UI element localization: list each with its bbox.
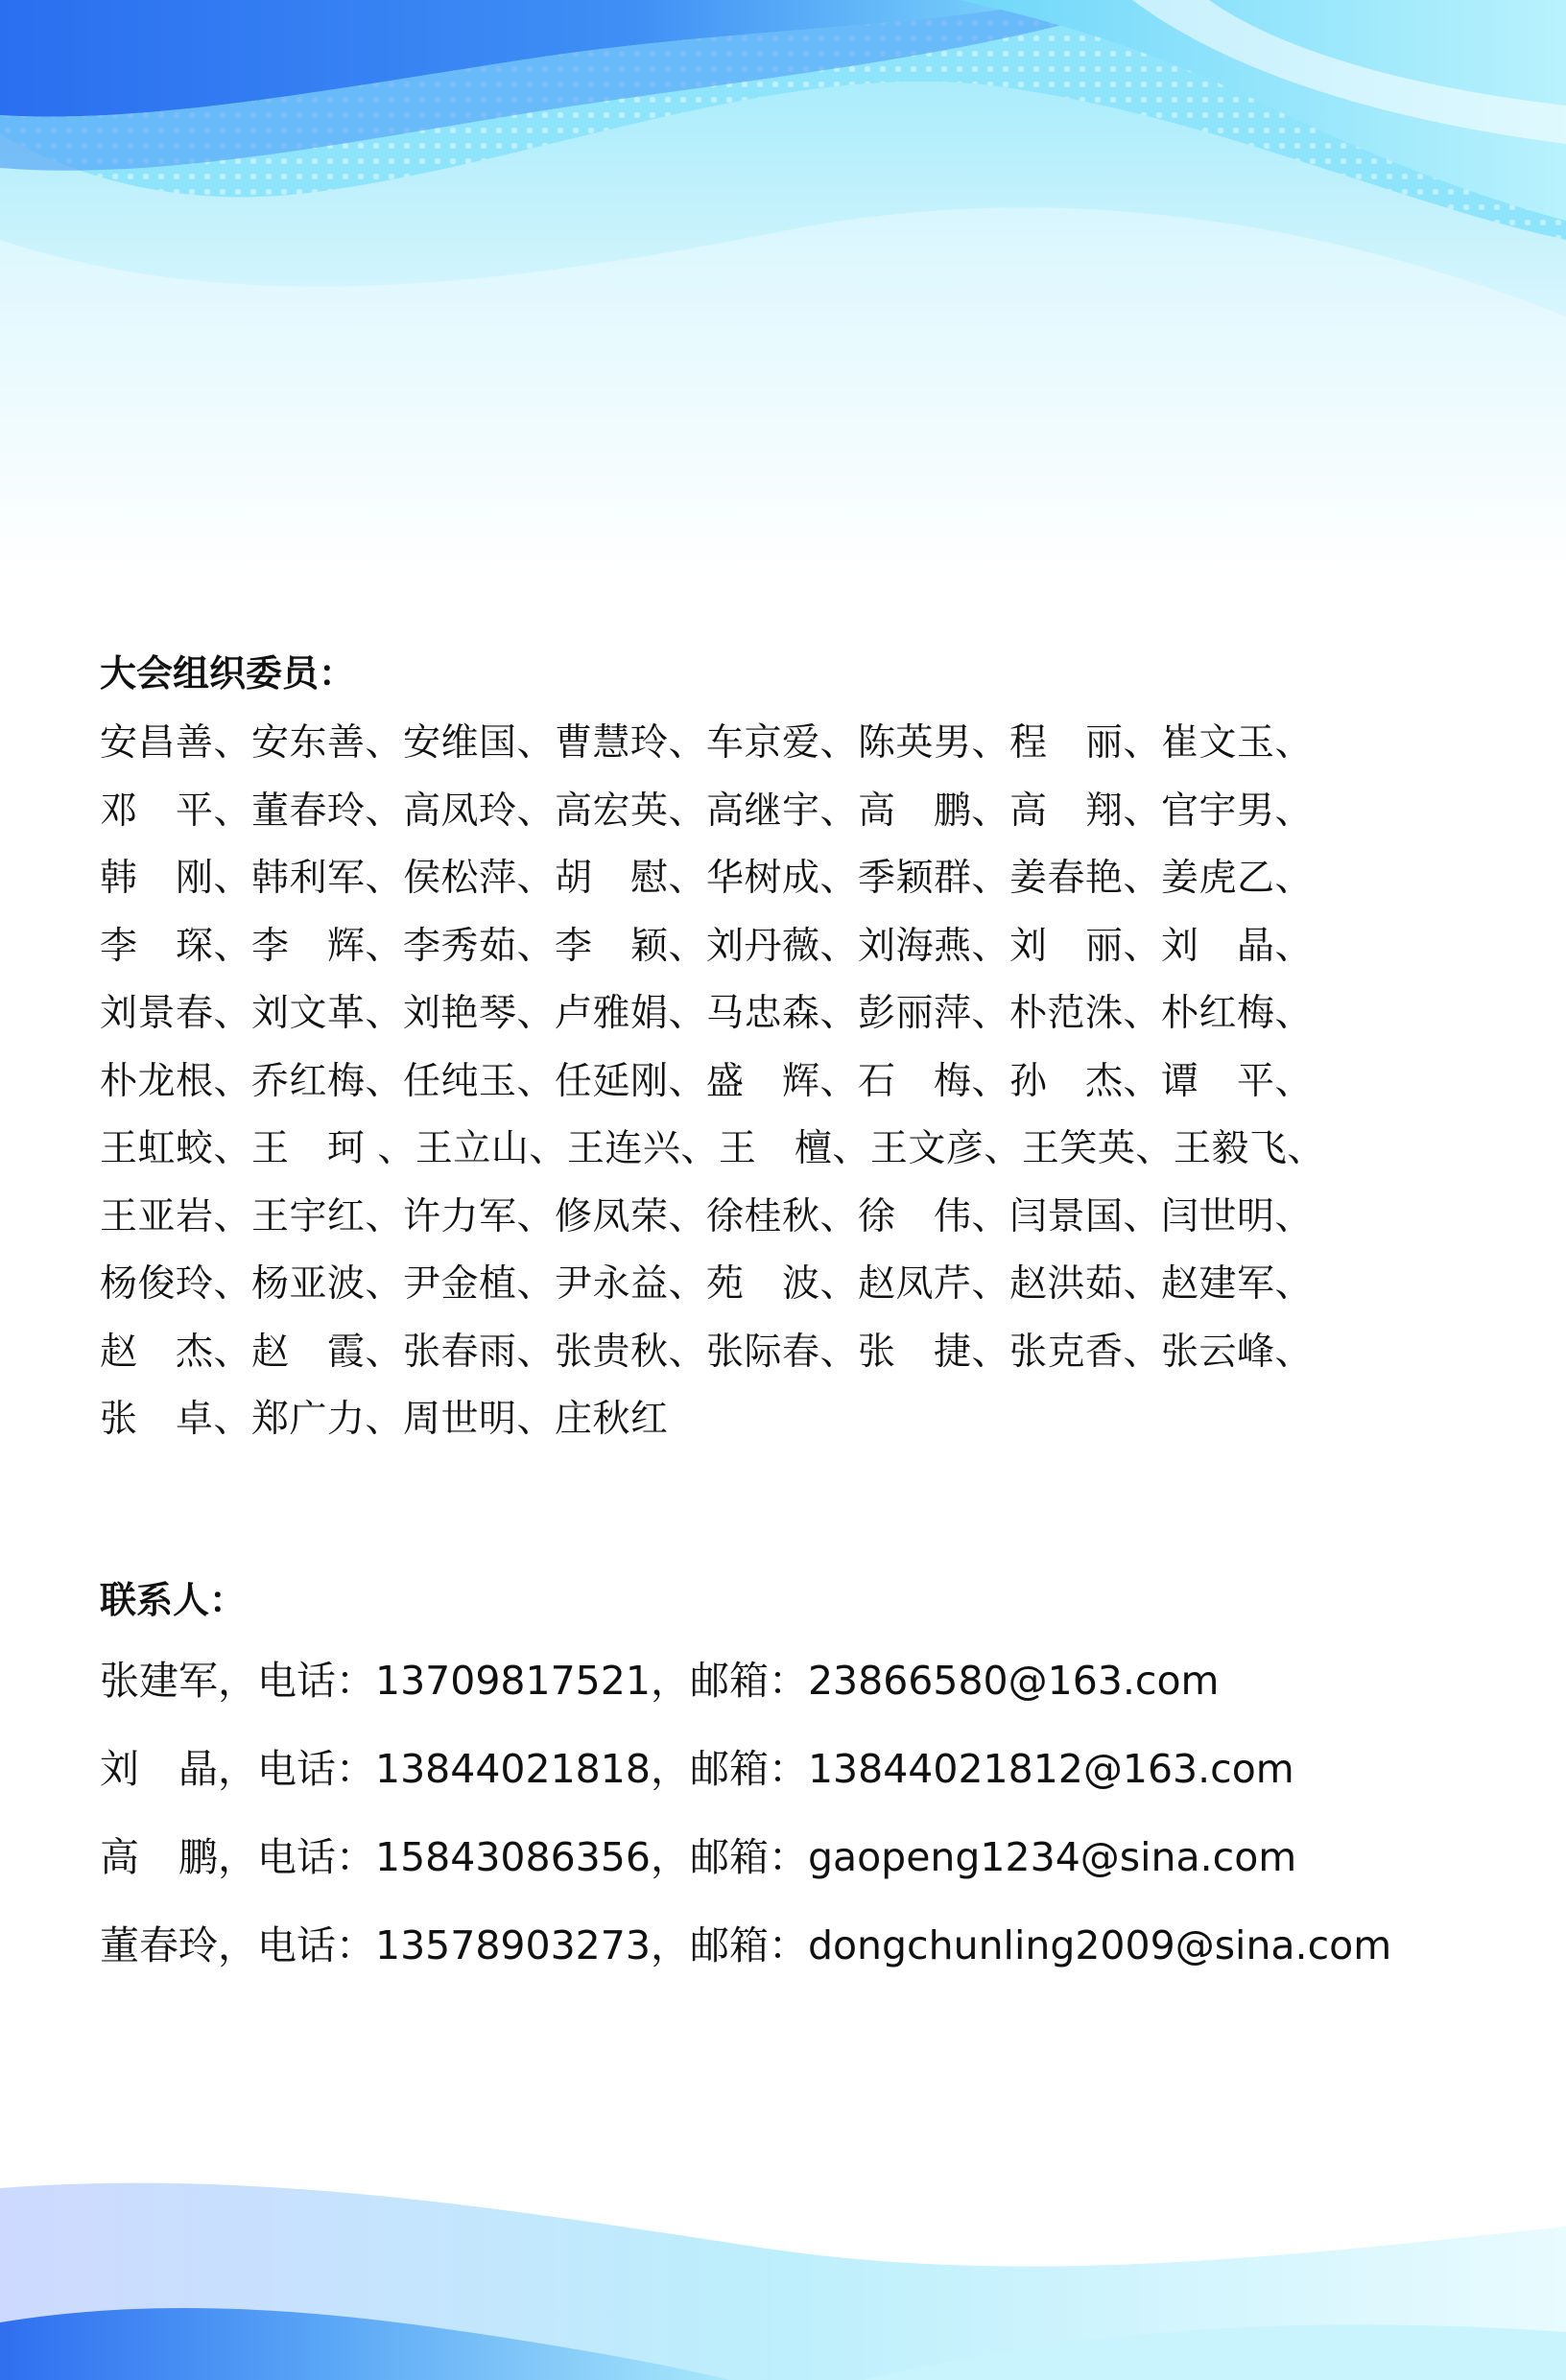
contact-list	[100, 1637, 1482, 1990]
committee-line: 安昌善、安东善、安维国、曹慧玲、车京爱、陈英男、程 丽、崔文玉、	[100, 721, 1314, 765]
contact-entry: 董春玲，电话：13578903273，邮箱：dongchunling2009@sina.com	[100, 1921, 1392, 1968]
committee-line: 刘景春、刘文革、刘艳琴、卢雅娟、马忠森、彭丽萍、朴范洙、朴红梅、	[100, 992, 1314, 1035]
contact-entry: 高 鹏，电话：15843086356，邮箱：gaopeng1234@sina.com	[100, 1833, 1297, 1880]
committee-line: 杨俊玲、杨亚波、尹金植、尹永益、苑 波、赵凤芹、赵洪茹、赵建军、	[100, 1262, 1314, 1306]
committee-line: 李 琛、李 辉、李秀茹、李 颖、刘丹薇、刘海燕、刘 丽、刘 晶、	[100, 924, 1314, 968]
committee-line: 赵 杰、赵 霞、张春雨、张贵秋、张际春、张 捷、张克香、张云峰、	[100, 1330, 1314, 1374]
top-wave-decoration	[0, 0, 1566, 576]
committee-line: 朴龙根、乔红梅、任纯玉、任延刚、盛 辉、石 梅、孙 杰、谭 平、	[100, 1059, 1314, 1103]
bottom-wave-decoration	[0, 2131, 1566, 2380]
content-area	[100, 645, 1482, 1990]
committee-line: 韩 刚、韩利军、侯松萍、胡 慰、华树成、季颖群、姜春艳、姜虎乙、	[100, 857, 1314, 900]
committee-line: 王亚岩、王宇红、许力军、修凤荣、徐桂秋、徐 伟、闫景国、闫世明、	[100, 1194, 1314, 1238]
committee-line: 张 卓、郑广力、周世明、庄秋红	[100, 1398, 669, 1441]
committee-heading: 大会组织委员：	[100, 652, 356, 695]
contact-entry: 张建军，电话：13709817521，邮箱：23866580@163.com	[100, 1657, 1220, 1704]
contact-entry: 刘 晶，电话：13844021818，邮箱：13844021812@163.com	[100, 1745, 1294, 1792]
committee-line: 邓 平、董春玲、高凤玲、高宏英、高继宇、高 鹏、高 翔、官宇男、	[100, 789, 1314, 833]
committee-member-list	[100, 710, 1376, 1454]
contacts-heading: 联系人：	[100, 1578, 247, 1621]
committee-line: 王虹蛟、王 珂 、王立山、王连兴、王 檀、王文彦、王笑英、王毅飞、	[100, 1127, 1325, 1170]
